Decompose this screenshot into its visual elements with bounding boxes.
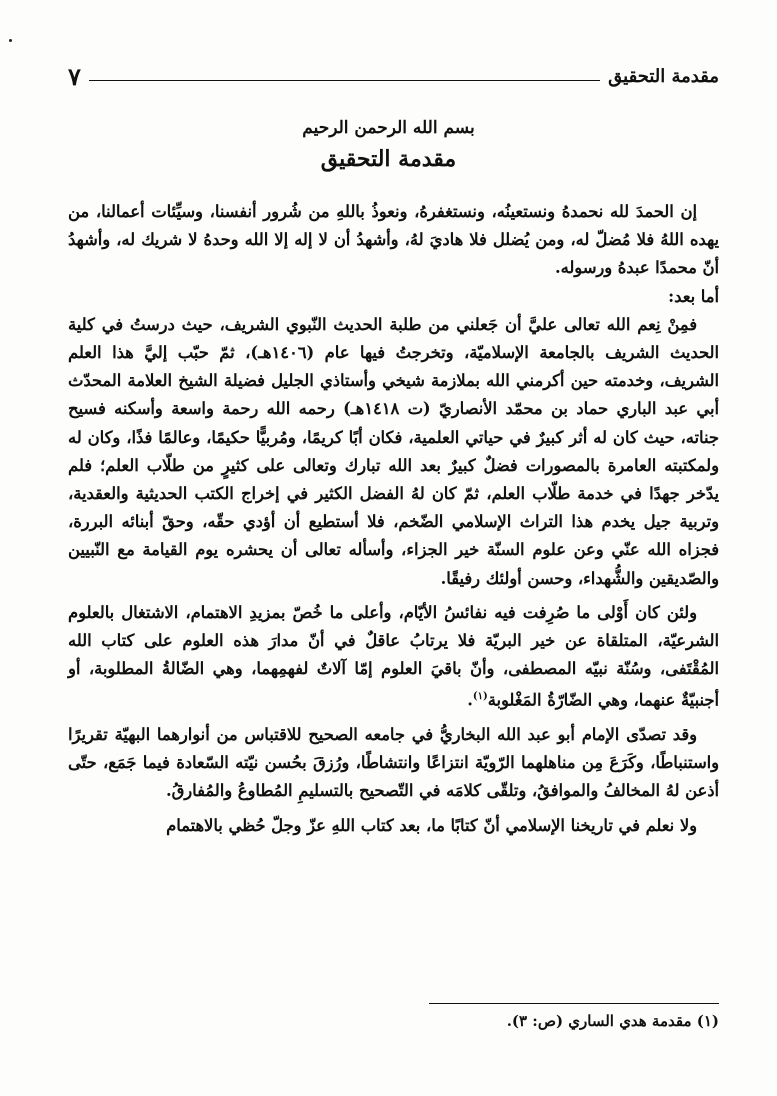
page-number: ٧	[68, 61, 81, 91]
body-text	[68, 198, 719, 840]
paragraph-sciences-text: ولئن كان أَوْلى ما صُرِفت فيه نفائسُ الأيّام، وأعلى ما خُصّ بمزيدِ الاهتمام، الاشتغال بالعلوم الشرعيّة، المتلقاة عن خير البريّة فلا يرتابُ عاقلٌ في أنّ مدارَ هذه العلوم على كتاب الله المُقْتَفى، وسُنّة نبيّه المصطفى، وأنّ باقيَ العلوم إمّا آلاتٌ لفهمِهما، وهي الضّالةُ المطلوبة، أو أجنبيّةٌ عنهما، وهي الضّارّةُ المَغْلوبة	[68, 602, 719, 710]
footnote-marker: (١)	[472, 691, 488, 703]
scan-speck	[9, 39, 12, 42]
paragraph-amma-bad: أما بعد:	[668, 286, 719, 306]
footnote-separator	[429, 1003, 719, 1004]
paragraph-bukhari: وقد تصدّى الإمام أبو عبد الله البخاريُّ في جامعه الصحيح للاقتباس من أنوارهما البهيّة تقريرًا واستنباطًا، وكَرَعَ مِن مناهلهما الرّويّة انتزاعًا وانتشاطًا، ورُزقَ بحُسن نيّته السّعادة فيما جَمَع، حتّى أذعن لهُ المخالفُ والموافقُ، وتلقّى كلامَه في التّصحيح بالتسليمِ المُطاوعُ والمُفارقُ.	[68, 725, 719, 801]
footnote: (١) مقدمة هدي الساري (ص: ٣).	[506, 1012, 719, 1030]
header-rule	[89, 80, 600, 81]
paragraph-history: ولا نعلم في تاريخنا الإسلامي أنّ كتابًا ما، بعد كتاب اللهِ عزّ وجلّ حُظي بالاهتمام	[166, 815, 697, 835]
page-title: مقدمة التحقيق	[320, 146, 457, 172]
basmala: بسم الله الرحمن الرحيم	[302, 118, 475, 138]
paragraph-sciences: ولئن كان أَوْلى ما صُرِفت فيه نفائسُ الأيّام، وأعلى ما خُصّ بمزيدِ الاهتمام، الاشتغال بالعلوم الشرعيّة، المتلقاة عن خير البريّة فلا يرتابُ عاقلٌ في أنّ مدارَ هذه العلوم على كتاب الله المُقْتَفى، وسُنّة نبيّه المصطفى، وأنّ باقيَ العلوم إمّا آلاتٌ لفهمِهما، وهي الضّالةُ المطلوبة، أو أجنبيّةٌ عنهما، وهي الضّارّةُ المَغْلوبة$^{(١)}$.	[68, 602, 719, 710]
header-title: مقدمة التحقيق	[608, 65, 719, 87]
paragraph-gratitude: فمِنْ نِعم الله تعالى عليَّ أن جَعلني من طلبة الحديث النّبوي الشريف، حيث درستُ في كلية الحديث الشريف بالجامعة الإسلاميّة، وتخرجتُ فيها عام (١٤٠٦هـ)، ثمّ حبّب إليَّ هذا العلم الشريف، وخدمته حين أكرمني الله بملازمة شيخي وأستاذي الجليل فضيلة الشيخ العلامة المحدّث أبي عبد الباري حماد بن محمّد الأنصاريّ (ت ١٤١٨هـ) رحمه الله رحمة واسعة وأسكنه فسيح جناته، حيث كان له أثر كبيرٌ في حياتي العلمية، فكان أبًا كريمًا، ومُربيًّا حكيمًا، وعالمًا فذًا، وكان له ولمكتبته العامرة بالمصورات فضلٌ كبيرٌ بعد الله تبارك وتعالى على كثيرٍ من طلّاب العلم؛ فلم يدّخر جهدًا في خدمة طلّاب العلم، ثمّ كان لهُ الفضل الكثير في إخراج الكتب الحديثية والعقدية، وتربية جيل يخدم هذا التراث الإسلامي الضّخم، فلا أستطيع أن أؤدي حقّه، وحقّ أبنائه البررة، فجزاه الله عنّي وعن علوم السنّة خير الجزاء، وأسأله تعالى أن يحشره يوم القيامة مع النّبيين والصّديقين والشُّهداء، وحسن أولئك رفيقًا.	[68, 314, 720, 588]
running-header	[68, 62, 719, 90]
paragraph-opening: إن الحمدَ لله نحمدهُ ونستعينُه، ونستغفرهُ، ونعوذُ باللهِ من شُرور أنفسنا، وسيِّئات أعمالنا، من يهده اللهُ فلا مُضلّ له، ومن يُضلل فلا هاديَ لهُ، وأشهدُ أن لا إله إلا الله وحدهُ لا شريك له، وأشهدُ أنّ محمدًا عبدهُ ورسوله.	[68, 202, 719, 278]
